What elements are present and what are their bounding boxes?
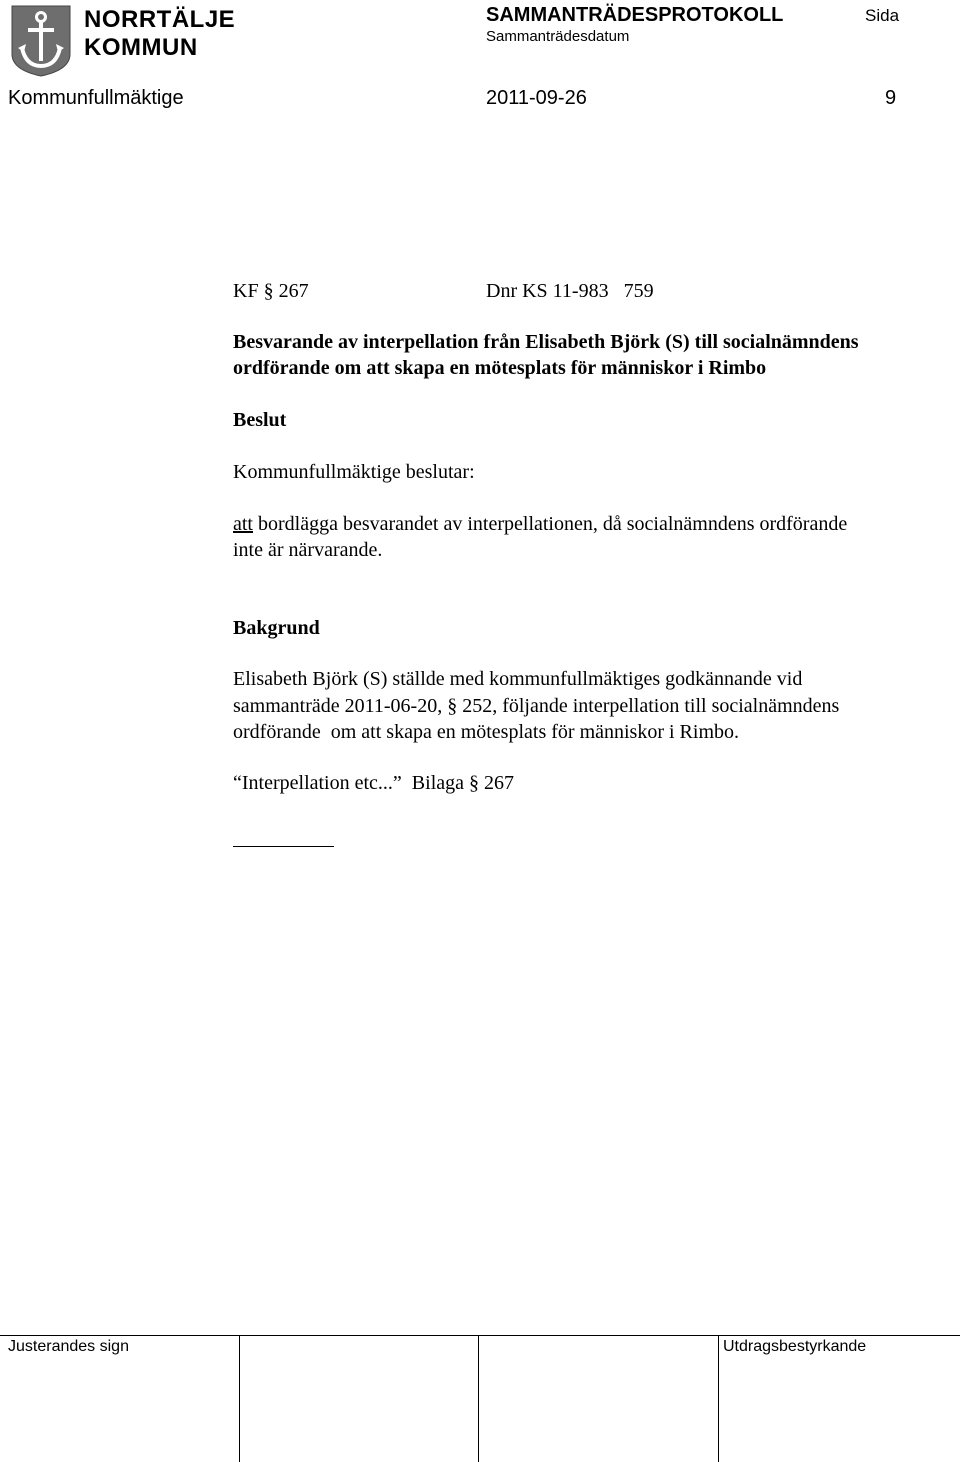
- background-line1: Elisabeth Björk (S) ställde med kommunfullmäktiges godkännande vid: [233, 668, 803, 690]
- diary-number: Dnr KS 11-983 759: [486, 280, 654, 302]
- anchor-shield-icon: [10, 4, 72, 78]
- attachment-reference: “Interpellation etc...” Bilaga § 267: [233, 772, 515, 794]
- municipality-name-line2: KOMMUN: [84, 34, 198, 61]
- paragraph-number: KF § 267: [233, 280, 309, 302]
- decision-text: bordlägga besvarandet av interpellationen, då socialnämndens ordförande: [253, 513, 848, 535]
- organ-name: Kommunfullmäktige: [8, 87, 184, 109]
- item-title-line2: ordförande om att skapa en mötesplats för människor i Rimbo: [233, 357, 767, 379]
- footer-divider: [239, 1335, 240, 1462]
- date-label: Sammanträdesdatum: [486, 28, 630, 45]
- decision-line2: inte är närvarande.: [233, 539, 383, 561]
- decision-intro: Kommunfullmäktige beslutar:: [233, 461, 475, 483]
- beslut-heading: Beslut: [233, 409, 287, 431]
- footer-divider: [478, 1335, 479, 1462]
- background-line2: sammanträde 2011-06-20, § 252, följande interpellation till socialnämndens: [233, 695, 840, 717]
- meeting-date: 2011-09-26: [486, 87, 587, 109]
- background-line3: ordförande om att skapa en mötesplats för människor i Rimbo.: [233, 721, 740, 743]
- footer-rule: [0, 1335, 960, 1336]
- decision-line1: [233, 513, 847, 536]
- page-number: 9: [885, 87, 897, 109]
- footer-divider: [718, 1335, 719, 1462]
- page-label: Sida: [865, 6, 900, 25]
- municipality-name-line1: NORRTÄLJE: [84, 6, 236, 33]
- bakgrund-heading: Bakgrund: [233, 617, 320, 639]
- utdragsbestyrkande-label: Utdragsbestyrkande: [723, 1338, 867, 1355]
- separator-line: [233, 846, 334, 847]
- item-title-line1: Besvarande av interpellation från Elisabeth Björk (S) till socialnämndens: [233, 331, 859, 353]
- justerandes-sign-label: Justerandes sign: [8, 1338, 129, 1355]
- document-type: SAMMANTRÄDESPROTOKOLL: [486, 4, 784, 26]
- att-keyword: att: [233, 513, 253, 535]
